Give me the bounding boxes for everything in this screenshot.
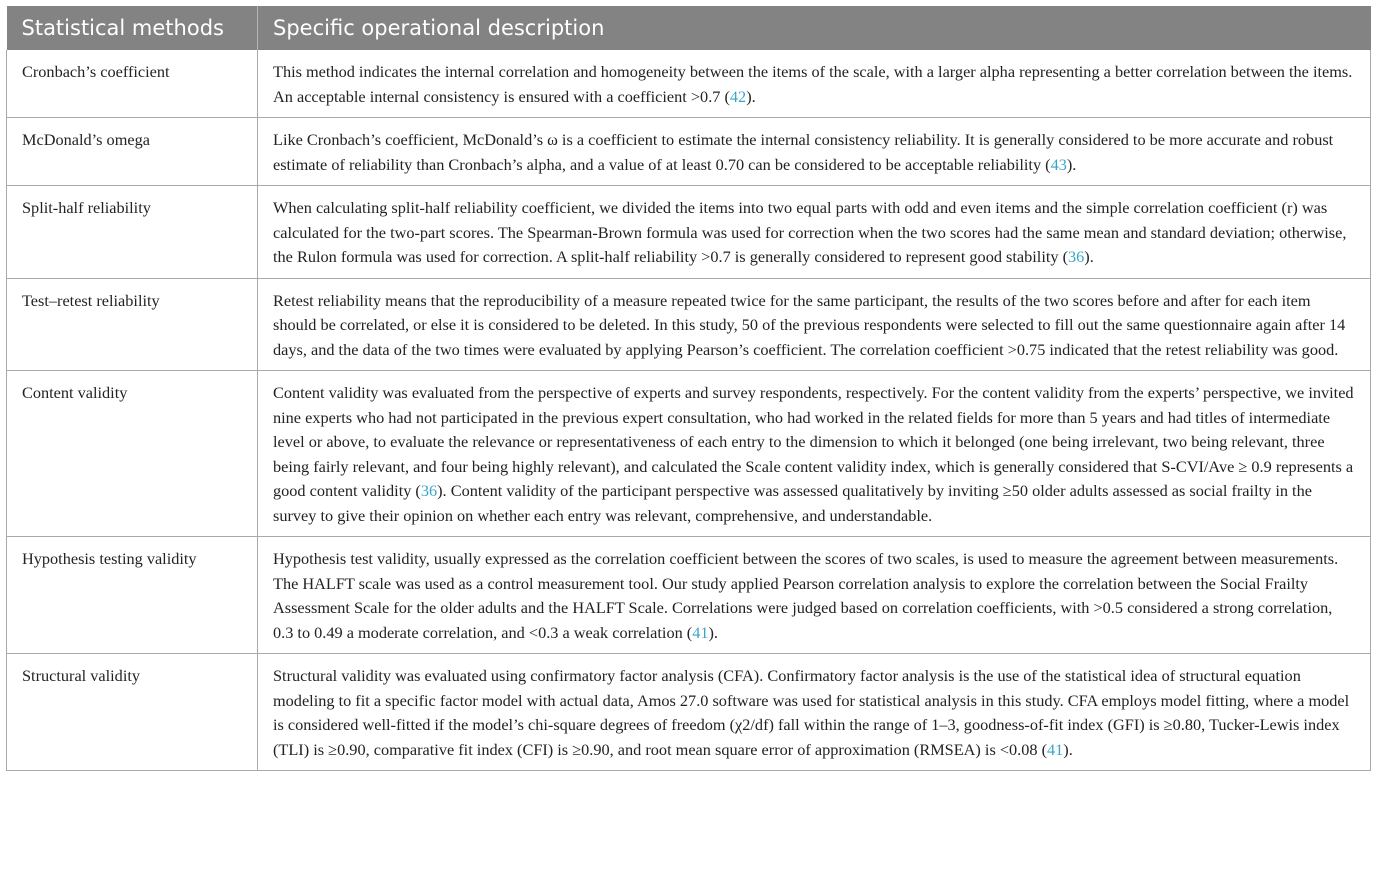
table-row xyxy=(7,371,1371,537)
header-row xyxy=(7,6,1371,50)
description-text: Like Cronbach’s coefficient, McDonald’s ω is a coefficient to estimate the internal consistency reliability. It is generally considered to be more accurate and robust estimate of reliability than Cronbach’s alpha, and a value of at least 0.70 can be considered to be acceptable reliability ( xyxy=(273,130,1334,174)
method-name-cell: Test–retest reliability xyxy=(7,278,258,371)
description-tail: ). Content validity of the participant perspective was assessed qualitatively by inviting ≥50 older adults assessed as social frailty in the survey to give their opinion on whether each entry was relevant, comprehensive, and understandable. xyxy=(273,481,1312,525)
description-text: Retest reliability means that the reproducibility of a measure repeated twice for the same participant, the results of the two scores before and after for each item should be correlated, or else it is considered to be deleted. In this study, 50 of the previous respondents were selected to fill out the same questionnaire again after 14 days, and the data of the two times were evaluated by applying Pearson’s coefficient. The correlation coefficient >0.75 indicated that the retest reliability was good. xyxy=(273,290,1346,359)
methods-table xyxy=(6,6,1371,771)
description-text: Hypothesis test validity, usually expressed as the correlation coefficient between the scores of two scales, is used to measure the agreement between measurements. The HALFT scale was used as a control measurement tool. Our study applied Pearson correlation analysis to explore the correlation between the Social Frailty Assessment Scale for the older adults and the HALFT Scale. Correlations were judged based on correlation coefficients, with >0.5 considered a strong correlation, 0.3 to 0.49 a moderate correlation, and <0.3 a weak correlation ( xyxy=(273,549,1339,642)
table-row xyxy=(7,278,1371,371)
description-cell xyxy=(258,186,1371,279)
description-tail: ). xyxy=(1063,739,1073,759)
table-row xyxy=(7,654,1371,771)
header-operational-description: Specific operational description xyxy=(258,6,1371,50)
method-name-cell: Split-half reliability xyxy=(7,186,258,279)
description-tail: ). xyxy=(1084,247,1094,266)
table-row xyxy=(7,537,1371,654)
table-row xyxy=(7,118,1371,186)
description-tail: ). xyxy=(746,86,756,106)
methods-table-container xyxy=(6,6,1370,771)
description-cell xyxy=(258,654,1371,771)
method-name-cell: Content validity xyxy=(7,371,258,537)
method-name-cell: Hypothesis testing validity xyxy=(7,537,258,654)
description-cell xyxy=(258,371,1371,537)
description-text: This method indicates the internal correlation and homogeneity between the items of the scale, with a larger alpha representing a better correlation between the items. An acceptable internal consistency is ensured with a coefficient >0.7 ( xyxy=(273,62,1353,106)
description-cell xyxy=(258,278,1371,371)
description-cell xyxy=(258,537,1371,654)
table-header xyxy=(7,6,1371,50)
method-name-cell: Structural validity xyxy=(7,654,258,771)
header-statistical-methods: Statistical methods xyxy=(7,6,258,50)
method-name-cell: McDonald’s omega xyxy=(7,118,258,186)
description-text: Content validity was evaluated from the perspective of experts and survey respondents, respectively. For the content validity from the experts’ perspective, we invited nine experts who had not participated in the previous expert consultation, who had worked in the related fields for more than 5 years and had titles of intermediate level or above, to evaluate the relevance or representativeness of each entry to the dimension to which it belonged (one being irrelevant, two being relevant, three being fairly relevant, and four being highly relevant), and calculated the Scale content validity index, which is generally considered that S-CVI/Ave ≥ 0.9 represents a good content validity ( xyxy=(273,383,1354,500)
table-row xyxy=(7,50,1371,118)
citation-link[interactable]: 36 xyxy=(420,481,438,500)
citation-link[interactable]: 43 xyxy=(1050,154,1067,174)
citation-link[interactable]: 41 xyxy=(692,622,709,642)
description-tail: ). xyxy=(708,622,718,642)
method-name-cell: Cronbach’s coefficient xyxy=(7,50,258,118)
description-cell xyxy=(258,50,1371,118)
description-text: Structural validity was evaluated using confirmatory factor analysis (CFA). Confirmatory factor analysis is the use of the statistical idea of structural equation modeling to fit a specific factor model with actual data, Amos 27.0 software was used for statistical analysis in this study. CFA employs model fitting, where a model is considered well-fitted if the model’s chi-square degrees of freedom (χ2/df) fall within the range of 1–3, goodness-of-fit index (GFI) is ≥0.80, Tucker-Lewis index (TLI) is ≥0.90, comparative fit index (CFI) is ≥0.90, and root mean square error of approximation (RMSEA) is <0.08 ( xyxy=(273,666,1350,759)
description-text: When calculating split-half reliability coefficient, we divided the items into two equal parts with odd and even items and the simple correlation coefficient (r) was calculated for the two-part scores. The Spearman-Brown formula was used for correction when the two scores had the same mean and standard deviation; otherwise, the Rulon formula was used for correction. A split-half reliability >0.7 is generally considered to represent good stability ( xyxy=(273,198,1347,266)
citation-link[interactable]: 42 xyxy=(729,86,747,106)
citation-link[interactable]: 41 xyxy=(1047,739,1064,759)
table-row xyxy=(7,186,1371,279)
description-cell xyxy=(258,118,1371,186)
description-tail: ). xyxy=(1066,154,1077,174)
citation-link[interactable]: 36 xyxy=(1068,247,1085,266)
table-body xyxy=(7,50,1371,771)
